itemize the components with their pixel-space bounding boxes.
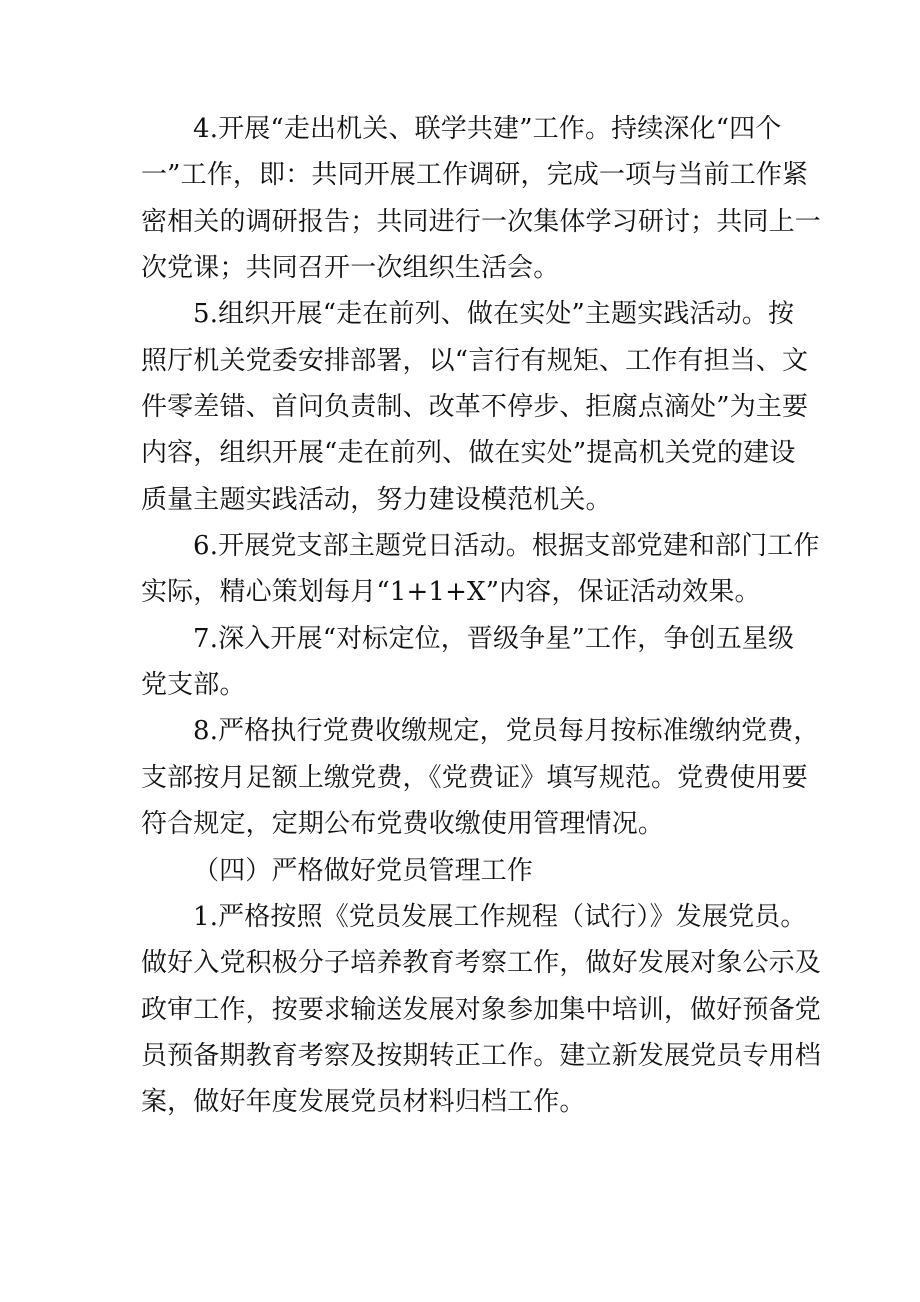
item-4-line-2: 一”工作，即：共同开展工作调研，完成一项与当前工作紧 [141,160,809,191]
item-7-line-1: 7.深入开展“对标定位，晋级争星”工作，争创五星级 [193,623,795,654]
item-5-line-1: 5.组织开展“走在前列、做在实处”主题实践活动。按 [193,299,795,330]
item-4-line-3: 密相关的调研报告；共同进行一次集体学习研讨；共同上一 [141,206,821,237]
item-4-line-1: 4.开展“走出机关、联学共建”工作。持续深化“四个 [193,114,782,144]
document-body [141,106,821,1126]
item-5-line-5: 质量主题实践活动，努力建设模范机关。 [141,484,612,515]
item-4-line-4: 次党课；共同召开一次组织生活会。 [141,253,560,284]
item-8-line-1: 8.严格执行党费收缴规定，党员每月按标准缴纳党费， [193,716,820,747]
item-1-line-3: 政审工作，按要求输送发展对象参加集中培训，做好预备党 [141,994,821,1025]
item-8-line-2: 支部按月足额上缴党费，《党费证》填写规范。党费使用要 [141,762,808,793]
item-1-line-5: 案，做好年度发展党员材料归档工作。 [141,1087,586,1118]
item-7-line-2: 党支部。 [141,670,246,701]
item-1-line-4: 员预备期教育考察及按期转正工作。建立新发展党员专用档 [141,1040,821,1071]
item-5-line-4: 内容，组织开展“走在前列、做在实处”提高机关党的建设 [141,438,796,469]
item-6-line-1: 6.开展党支部主题党日活动。根据支部党建和部门工作 [193,531,820,562]
item-5-line-3: 件零差错、首问负责制、改革不停步、拒腐点滴处”为主要 [141,392,809,423]
item-6-line-2: 实际，精心策划每月“1+1+X”内容，保证活动效果。 [141,577,761,608]
item-1-line-2: 做好入党积极分子培养教育考察工作，做好发展对象公示及 [141,948,821,979]
item-8-line-3: 符合规定，定期公布党费收缴使用管理情况。 [141,809,665,840]
item-5-line-2: 照厅机关党委安排部署，以“言行有规矩、工作有担当、文 [141,345,809,376]
section-heading: （四）严格做好党员管理工作 [193,855,533,886]
item-1-line-1: 1.严格按照《党员发展工作规程（试行）》发展党员。 [193,901,807,932]
